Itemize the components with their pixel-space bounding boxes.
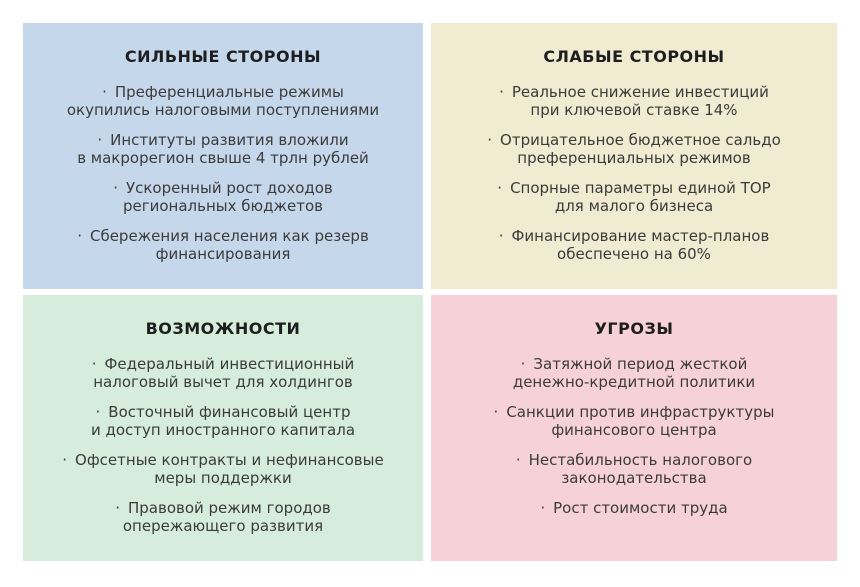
item-line-1: Сбережения населения как резерв	[89, 227, 369, 245]
weaknesses-list	[441, 83, 827, 275]
list-item	[33, 179, 413, 215]
item-line-1: Федеральный инвестиционный	[104, 355, 355, 373]
list-item	[33, 227, 413, 263]
list-item	[441, 227, 827, 263]
item-line-2: обеспечено на 60%	[557, 245, 711, 263]
item-line-2: в макрорегион свыше 4 трлн рублей	[77, 149, 369, 167]
list-item	[441, 355, 827, 391]
list-item	[33, 83, 413, 119]
bullet-icon: ·	[115, 499, 120, 517]
list-item	[441, 179, 827, 215]
list-item	[441, 499, 827, 517]
bullet-icon: ·	[515, 451, 521, 469]
item-line-1: Офсетные контракты и нефинансовые	[75, 451, 384, 469]
item-line-1: Нестабильность налогового	[528, 451, 753, 469]
list-item	[33, 355, 413, 391]
item-line-1: Реальное снижение инвестиций	[511, 83, 769, 101]
item-line-2: финансового центра	[551, 421, 717, 439]
threats-quadrant	[431, 295, 837, 561]
bullet-icon: ·	[97, 131, 103, 149]
bullet-icon: ·	[498, 227, 504, 245]
list-item	[441, 131, 827, 167]
item-line-2: законодательства	[561, 469, 707, 487]
item-line-2: для малого бизнеса	[554, 197, 714, 215]
list-item	[441, 83, 827, 119]
weaknesses-title: СЛАБЫЕ СТОРОНЫ	[543, 47, 725, 66]
list-item	[441, 451, 827, 487]
item-line-2: региональных бюджетов	[122, 197, 324, 215]
item-line-2: окупились налоговыми поступлениями	[66, 101, 380, 119]
item-line-1: Финансирование мастер-планов	[511, 227, 770, 245]
bullet-icon: ·	[102, 83, 107, 101]
opportunities-title: ВОЗМОЖНОСТИ	[145, 319, 301, 338]
item-line-1: Правовой режим городов	[127, 499, 331, 517]
list-item	[33, 131, 413, 167]
list-item	[441, 403, 827, 439]
item-line-2: меры поддержки	[154, 469, 292, 487]
item-line-1: Восточный финансовый центр	[108, 403, 351, 421]
bullet-icon: ·	[91, 355, 97, 373]
weaknesses-quadrant	[431, 23, 837, 289]
item-line-2: и доступ иностранного капитала	[90, 421, 356, 439]
strengths-title: СИЛЬНЫЕ СТОРОНЫ	[124, 47, 322, 66]
item-line-2: опережающего развития	[122, 517, 324, 535]
bullet-icon: ·	[487, 131, 493, 149]
bullet-icon: ·	[95, 403, 101, 421]
item-line-1: Затяжной период жесткой	[533, 355, 748, 373]
bullet-icon: ·	[62, 451, 68, 469]
item-line-1: Ускоренный рост доходов	[125, 179, 333, 197]
threats-list	[441, 355, 827, 529]
opportunities-list	[33, 355, 413, 547]
bullet-icon: ·	[499, 83, 504, 101]
item-line-1: Отрицательное бюджетное сальдо	[500, 131, 781, 149]
bullet-icon: ·	[113, 179, 118, 197]
item-line-2: налоговый вычет для холдингов	[93, 373, 353, 391]
item-line-1: Санкции против инфраструктуры	[506, 403, 775, 421]
bullet-icon: ·	[77, 227, 82, 245]
list-item	[33, 499, 413, 535]
strengths-list	[33, 83, 413, 275]
item-line-1: Преференциальные режимы	[114, 83, 344, 101]
item-line-1: Институты развития вложили	[110, 131, 349, 149]
threats-title: УГРОЗЫ	[594, 319, 674, 338]
list-item	[33, 403, 413, 439]
bullet-icon: ·	[520, 355, 526, 373]
bullet-icon: ·	[493, 403, 499, 421]
bullet-icon: ·	[497, 179, 503, 197]
item-line-2: денежно-кредитной политики	[512, 373, 756, 391]
item-line-1: Рост стоимости труда	[553, 499, 728, 517]
item-line-2: преференциальных режимов	[517, 149, 751, 167]
list-item	[33, 451, 413, 487]
item-line-1: Спорные параметры единой ТОР	[510, 179, 771, 197]
strengths-quadrant	[23, 23, 423, 289]
item-line-2: финансирования	[155, 245, 291, 263]
opportunities-quadrant	[23, 295, 423, 561]
bullet-icon: ·	[540, 499, 546, 517]
item-line-2: при ключевой ставке 14%	[530, 101, 738, 119]
